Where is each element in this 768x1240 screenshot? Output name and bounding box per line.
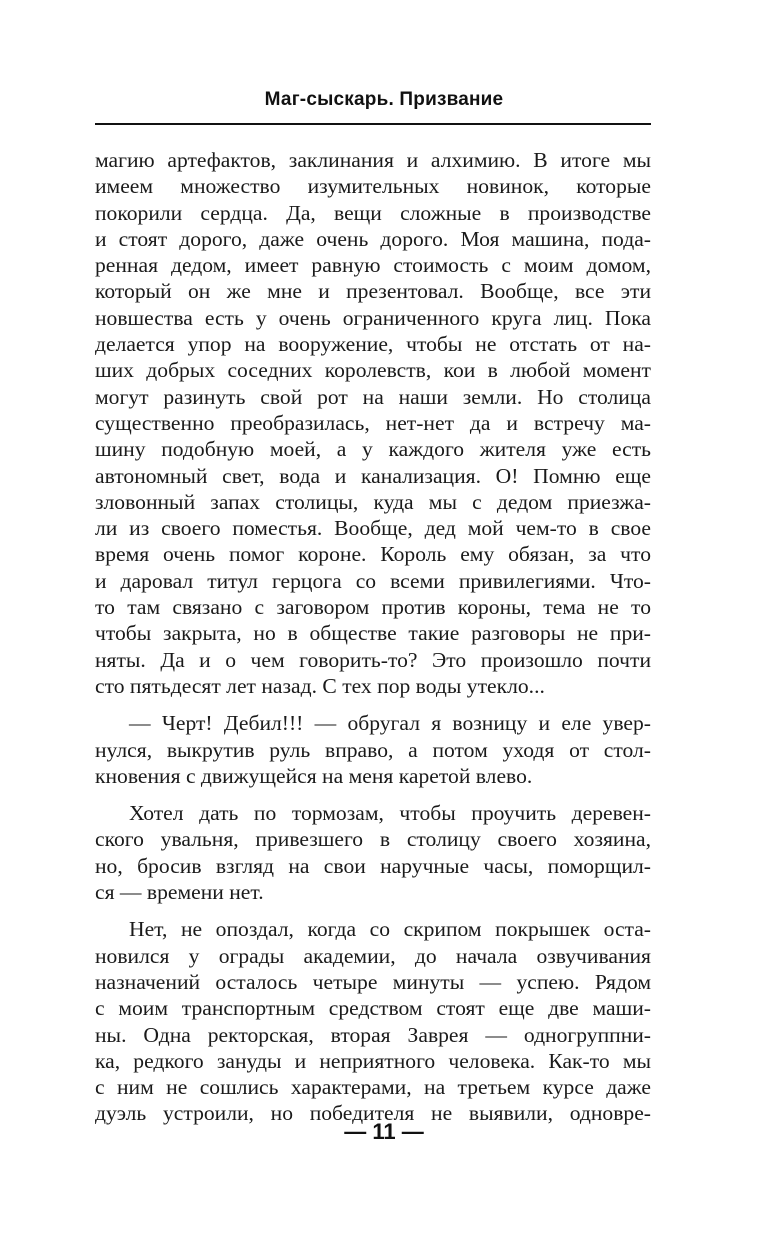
text-line: имеем множество изумительных новинок, которые (95, 174, 651, 199)
text-line: чтобы закрыта, но в обществе такие разговоры не при- (95, 621, 651, 646)
paragraph-gap (95, 789, 651, 800)
text-line: но, бросив взгляд на свои наручные часы, поморщил- (95, 853, 651, 878)
text-line: кновения с движущейся на меня каретой влево. (95, 763, 533, 788)
paragraph (95, 916, 651, 1126)
page-number: — 11 — (344, 1119, 424, 1144)
text-line: ших добрых соседних королевств, кои в любой момент (95, 358, 651, 383)
text-line: шину подобную моей, а у каждого жителя уже есть (95, 437, 651, 462)
paragraph (95, 147, 651, 699)
text-line: сто пятьдесят лет назад. С тех пор воды утекло... (95, 673, 545, 698)
text-line: и даровал титул герцога со всеми привилегиями. Что- (95, 568, 651, 593)
text-line: — Черт! Дебил!!! — обругал я возницу и еле увер- (129, 711, 651, 736)
text-line: ли из своего поместья. Вообще, дед мой чем-то в свое (95, 516, 651, 541)
text-line: ского увальня, привезшего в столицу своего хозяина, (95, 827, 651, 852)
text-line: существенно преобразилась, нет-нет да и встречу ма- (95, 410, 651, 435)
text-line: зловонный запах столицы, куда мы с дедом приезжа- (95, 489, 651, 514)
text-line: и стоят дорого, даже очень дорого. Моя машина, пода- (95, 226, 651, 251)
text-line: новшества есть у очень ограниченного круга лиц. Пока (95, 305, 651, 330)
text-line: нулся, выкрутив руль вправо, а потом уходя от стол- (95, 737, 651, 762)
text-line: новился у ограды академии, до начала озвучивания (95, 943, 651, 968)
text-line: ся — времени нет. (95, 880, 264, 905)
text-line: Нет, не опоздал, когда со скрипом покрышек оста- (129, 917, 651, 942)
text-line: дуэль устроили, но победителя не выявили, одновре- (95, 1101, 651, 1126)
text-line: магию артефактов, заклинания и алхимию. В итоге мы (95, 148, 651, 172)
text-line: с моим транспортным средством стоят еще две маши- (95, 996, 651, 1021)
paragraph (95, 800, 651, 905)
text-line: делается упор на вооружение, чтобы не отстать от на- (95, 332, 651, 357)
paragraph-gap (95, 905, 651, 916)
text-line: назначений осталось четыре минуты — успею. Рядом (95, 969, 651, 994)
text-line: который он же мне и презентовал. Вообще, все эти (95, 279, 651, 304)
body-text (95, 147, 651, 1127)
text-line: няты. Да и о чем говорить-то? Это произошло почти (95, 647, 651, 672)
text-line: ны. Одна ректорская, вторая Заврея — одногруппни- (95, 1022, 651, 1047)
text-line: автономный свет, вода и канализация. О! Помню еще (95, 463, 651, 488)
text-line: могут разинуть свой рот на наши земли. Но столица (95, 384, 651, 409)
text-line: ренная дедом, имеет равную стоимость с моим домом, (95, 253, 651, 278)
text-line: то там связано с заговором против короны, тема не то (95, 595, 651, 620)
text-line: с ним не сошлись характерами, на третьем курсе даже (95, 1075, 651, 1100)
running-head: Маг-сыскарь. Призвание (264, 89, 504, 110)
text-line: Хотел дать по тормозам, чтобы проучить деревен- (129, 801, 651, 826)
text-line: время очень помог короне. Король ему обязан, за что (95, 542, 651, 567)
text-line: ка, редкого зануды и неприятного человека. Как-то мы (95, 1048, 651, 1073)
paragraph-gap (95, 699, 651, 710)
paragraph (95, 710, 651, 789)
text-line: покорили сердца. Да, вещи сложные в производстве (95, 200, 651, 225)
header-rule (95, 123, 651, 125)
